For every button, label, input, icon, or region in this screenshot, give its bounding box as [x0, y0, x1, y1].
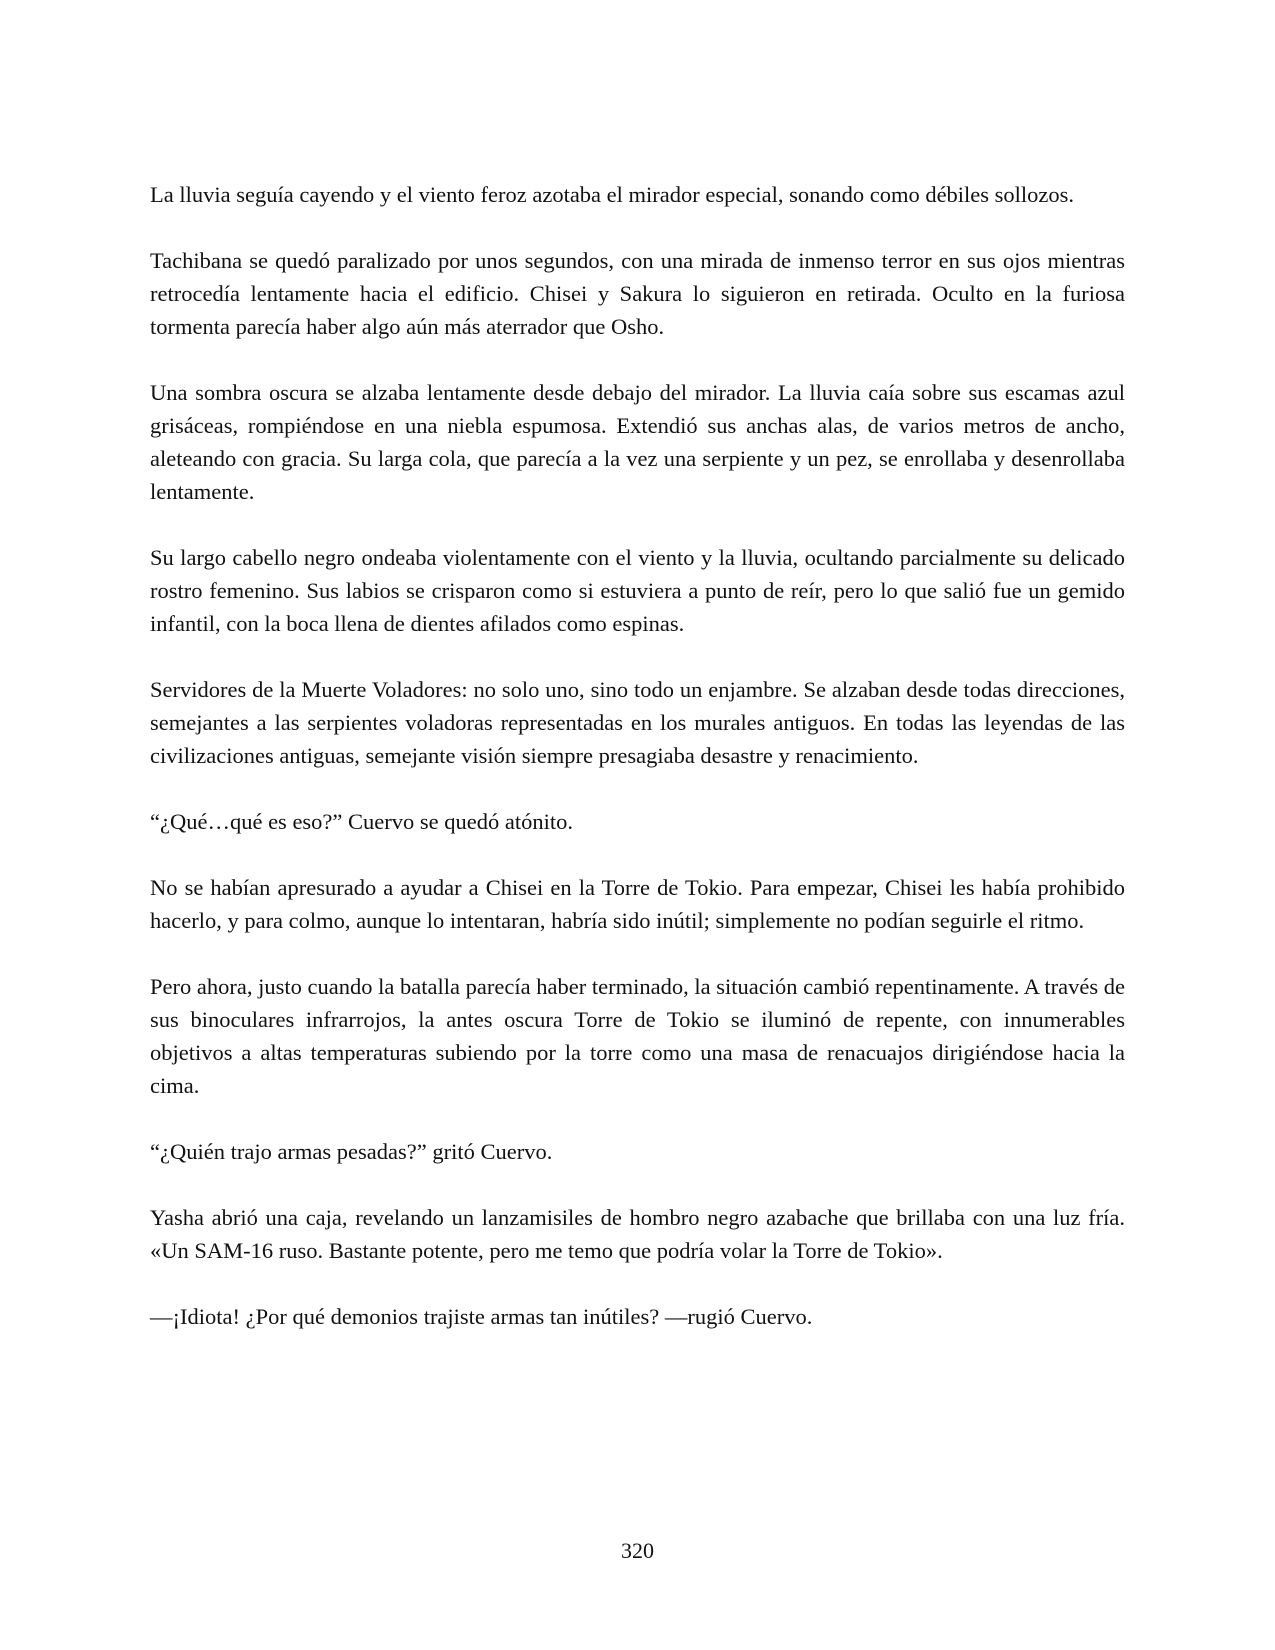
paragraph-3: Una sombra oscura se alzaba lentamente desde debajo del mirador. La lluvia caía sobre sus escamas azul grisáceas, rompiéndose en una niebla espumosa. Extendió sus anchas alas, de varios metros de ancho, aleteando con gracia. Su larga cola, que parecía a la vez una serpiente y un pez, se enrollaba y desenrollaba lentamente.	[150, 380, 1125, 504]
paragraph-8: Pero ahora, justo cuando la batalla parecía haber terminado, la situación cambió repentinamente. A través de sus binoculares infrarrojos, la antes oscura Torre de Tokio se iluminó de repente, con innumerables objetivos a altas temperaturas subiendo por la torre como una masa de renacuajos dirigiéndose hacia la cima.	[150, 974, 1125, 1098]
paragraph-10: Yasha abrió una caja, revelando un lanzamisiles de hombro negro azabache que brillaba con una luz fría. «Un SAM-16 ruso. Bastante potente, pero me temo que podría volar la Torre de Tokio».	[150, 1205, 1125, 1263]
body-text	[150, 178, 1125, 1366]
paragraph-1: La lluvia seguía cayendo y el viento feroz azotaba el mirador especial, sonando como débiles sollozos.	[150, 182, 1075, 207]
page-number: 320	[621, 1538, 654, 1563]
paragraph-4: Su largo cabello negro ondeaba violentamente con el viento y la lluvia, ocultando parcialmente su delicado rostro femenino. Sus labios se crisparon como si estuviera a punto de reír, pero lo que salió fue un gemido infantil, con la boca llena de dientes afilados como espinas.	[150, 545, 1125, 636]
paragraph-6: “¿Qué…qué es eso?” Cuervo se quedó atónito.	[150, 809, 573, 834]
paragraph-11: —¡Idiota! ¿Por qué demonios trajiste armas tan inútiles? —rugió Cuervo.	[150, 1304, 813, 1329]
paragraph-7: No se habían apresurado a ayudar a Chisei en la Torre de Tokio. Para empezar, Chisei les había prohibido hacerlo, y para colmo, aunque lo intentaran, habría sido inútil; simplemente no podían seguirle el ritmo.	[150, 875, 1125, 933]
paragraph-5: Servidores de la Muerte Voladores: no solo uno, sino todo un enjambre. Se alzaban desde todas direcciones, semejantes a las serpientes voladoras representadas en los murales antiguos. En todas las leyendas de las civilizaciones antiguas, semejante visión siempre presagiaba desastre y renacimiento.	[150, 677, 1125, 768]
paragraph-2: Tachibana se quedó paralizado por unos segundos, con una mirada de inmenso terror en sus ojos mientras retrocedía lentamente hacia el edificio. Chisei y Sakura lo siguieron en retirada. Oculto en la furiosa tormenta parecía haber algo aún más aterrador que Osho.	[150, 248, 1125, 339]
paragraph-9: “¿Quién trajo armas pesadas?” gritó Cuervo.	[150, 1139, 553, 1164]
